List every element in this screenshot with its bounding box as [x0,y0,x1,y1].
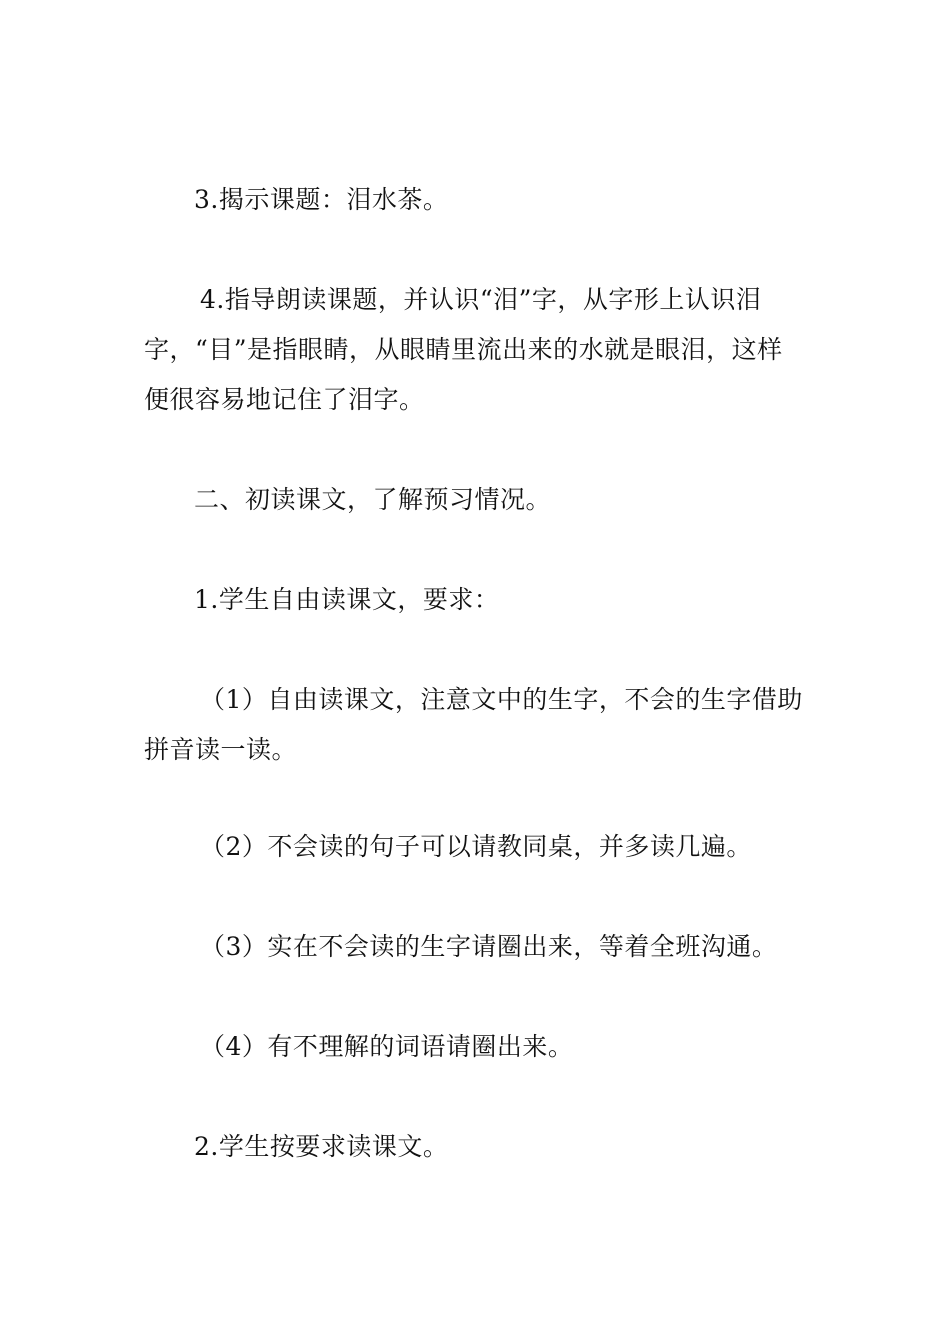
list-item-requirement-1: （1）自由读课文，注意文中的生字，不会的生字借助拼音读一读。 [144,685,803,764]
section-heading-first-reading: 二、初读课文，了解预习情况。 [194,485,552,514]
paragraph-guide-reading: 4.指导朗读课题，并认识“泪”字，从字形上认识泪字，“目”是指眼睛，从眼睛里流出来的水就是眼泪，这样便很容易地记住了泪字。 [144,285,783,414]
list-item-requirement-2: （2）不会读的句子可以请教同桌，并多读几遍。 [200,832,752,861]
list-item-requirement-4: （4）有不理解的词语请圈出来。 [200,1032,574,1061]
list-item-requirement-3: （3）实在不会读的生字请圈出来，等着全班沟通。 [200,932,778,961]
paragraph-free-reading-requirements: 1.学生自由读课文，要求： [194,585,500,614]
paragraph-reveal-topic: 3.揭示课题：泪水茶。 [194,185,449,214]
paragraph-students-read: 2.学生按要求读课文。 [194,1132,449,1161]
